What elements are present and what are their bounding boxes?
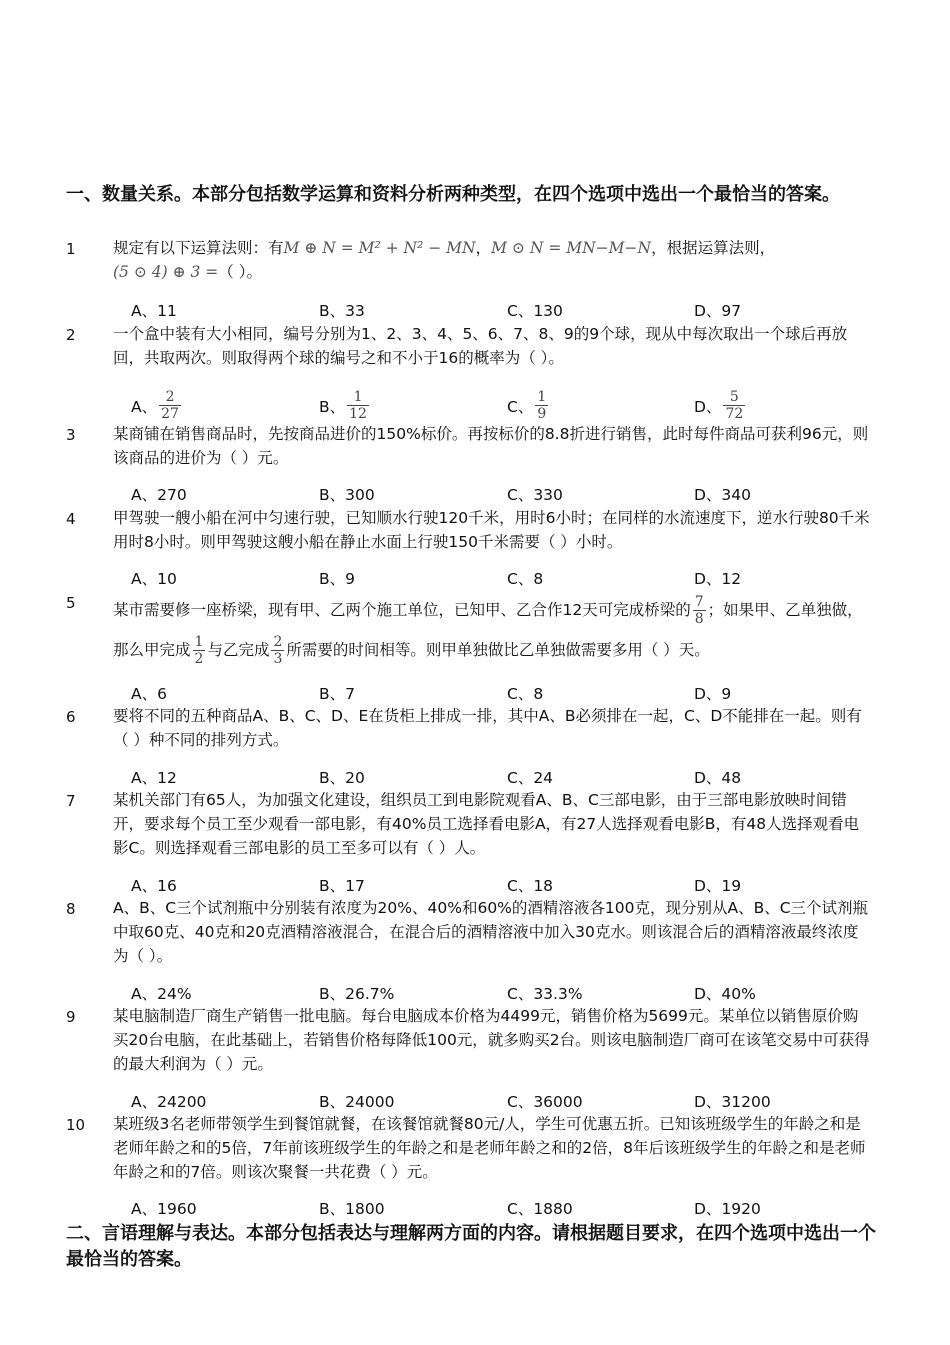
q5-text-c: 与乙完成: [207, 641, 270, 659]
q1-option-b[interactable]: B、33: [319, 302, 365, 320]
question-9-text: 某电脑制造厂商生产销售一批电脑。每台电脑成本价格为4499元，销售价格为5699元。某单位以销售原价购买20台电脑，在此基础上，若销售价格每降低100元，就多购买2台。则该电脑制造厂商可在该笔交易中可获得的最大利润为（ ）元。: [113, 1007, 870, 1073]
q5-fraction-3: [271, 634, 284, 667]
q4-option-c[interactable]: C、8: [507, 570, 544, 588]
q2-option-c-label: C、: [507, 397, 534, 416]
q2-option-c[interactable]: [507, 389, 550, 422]
question-7-options: [131, 874, 891, 898]
q1-math-2: M ⊙ N = MN−M−N: [491, 239, 652, 257]
q10-option-b[interactable]: B、1800: [319, 1200, 385, 1218]
q1-text-a: 规定有以下运算法则：有: [113, 239, 284, 257]
q8-option-a[interactable]: A、24%: [131, 985, 192, 1003]
fraction-numerator: 1: [194, 634, 204, 650]
q1-sep: ，: [475, 239, 492, 257]
q2-option-b-fraction: [347, 389, 369, 422]
q1-option-a[interactable]: A、11: [131, 302, 177, 320]
fraction-numerator: 2: [273, 634, 283, 650]
q10-option-c[interactable]: C、1880: [507, 1200, 573, 1218]
q4-option-b[interactable]: B、9: [319, 570, 355, 588]
q2-option-b-label: B、: [319, 397, 346, 416]
fraction-denominator: 9: [537, 406, 547, 422]
q9-option-d[interactable]: D、31200: [694, 1093, 771, 1111]
q3-option-a[interactable]: A、270: [131, 486, 187, 504]
q2-option-a[interactable]: [131, 389, 183, 422]
section1-title: 一、数量关系。本部分包括数学运算和资料分析两种类型，在四个选项中选出一个最恰当的答案。: [66, 184, 840, 205]
q2-option-b[interactable]: [319, 389, 371, 422]
fraction-denominator: 12: [349, 406, 367, 422]
question-6-text: 要将不同的五种商品A、B、C、D、E在货柜上排成一排，其中A、B必须排在一起，C、D不能排在一起。则有（ ）种不同的排列方式。: [113, 707, 862, 749]
question-5-options: [131, 682, 891, 706]
fraction-numerator: 7: [694, 594, 704, 610]
q5-option-a[interactable]: A、6: [131, 685, 167, 703]
q6-option-d[interactable]: D、48: [694, 769, 742, 787]
question-10-options: [131, 1197, 891, 1221]
q1-math-1: M ⊕ N = M² + N² − MN: [283, 239, 476, 257]
q2-option-d-label: D、: [694, 397, 722, 416]
q2-option-c-fraction: [535, 389, 548, 422]
fraction-denominator: 8: [694, 611, 704, 627]
q7-option-d[interactable]: D、19: [694, 877, 742, 895]
q1-text-b: ，根据运算法则，: [651, 239, 776, 257]
fraction-numerator: 1: [537, 389, 547, 405]
q2-option-d-fraction: [723, 389, 745, 422]
question-8-text: A、B、C三个试剂瓶中分别装有浓度为20%、40%和60%的酒精溶液各100克，现分别从A、B、C三个试剂瓶中取60克、40克和20克酒精溶液混合，在混合后的酒精溶液中加入30克水。则该混合后的酒精溶液最终浓度为（ ）。: [113, 899, 869, 965]
q1-math-3: (5 ⊙ 4) ⊕ 3 =: [113, 263, 219, 281]
question-6-number: 6: [66, 708, 76, 726]
q5-text-d: 所需要的时间相等。则甲单独做比乙单独做需要多用（ ）天。: [286, 641, 710, 659]
q5-option-b[interactable]: B、7: [319, 685, 355, 703]
question-7-number: 7: [66, 792, 76, 810]
question-1-text: [113, 236, 873, 284]
question-8-options: [131, 982, 891, 1006]
fraction-numerator: 1: [353, 389, 363, 405]
q2-option-d[interactable]: [694, 389, 747, 422]
fraction-denominator: 27: [161, 406, 179, 422]
q6-option-c[interactable]: C、24: [507, 769, 554, 787]
question-10-text: 某班级3名老师带领学生到餐馆就餐，在该餐馆就餐80元/人，学生可优惠五折。已知该班级学生的年龄之和是老师年龄之和的5倍，7年前该班级学生的年龄之和是老师年龄之和的2倍，8年后该班级学生的年龄之和是老师年龄之和的7倍。则该次聚餐一共花费（ ）元。: [113, 1115, 866, 1181]
question-3-options: [131, 483, 891, 507]
q10-option-d[interactable]: D、1920: [694, 1200, 761, 1218]
question-2-options: [131, 389, 891, 422]
q8-option-d[interactable]: D、40%: [694, 985, 756, 1003]
question-2-text: 一个盒中装有大小相同，编号分别为1、2、3、4、5、6、7、8、9的9个球，现从中每次取出一个球后再放回，共取两次。则取得两个球的编号之和不小于16的概率为（ ）。: [113, 325, 848, 367]
q7-option-b[interactable]: B、17: [319, 877, 365, 895]
q6-option-b[interactable]: B、20: [319, 769, 365, 787]
question-5-number: 5: [66, 594, 76, 612]
q8-option-c[interactable]: C、33.3%: [507, 985, 583, 1003]
question-3-number: 3: [66, 426, 76, 444]
q1-option-c[interactable]: C、130: [507, 302, 563, 320]
question-7-text: 某机关部门有65人，为加强文化建设，组织员工到电影院观看A、B、C三部电影，由于三部电影放映时间错开，要求每个员工至少观看一部电影，有40%员工选择看电影A，有27人选择观看电影B，有48人选择观看电影C。则选择观看三部电影的员工至多可以有（ ）人。: [113, 791, 860, 857]
fraction-numerator: 5: [729, 389, 739, 405]
question-2-number: 2: [66, 326, 76, 344]
q5-option-d[interactable]: D、9: [694, 685, 732, 703]
question-4-options: [131, 567, 891, 591]
question-3-text: 某商铺在销售商品时，先按商品进价的150%标价。再按标价的8.8折进行销售，此时每件商品可获利96元，则该商品的进价为（ ）元。: [113, 425, 869, 467]
question-9-options: [131, 1090, 891, 1114]
fraction-denominator: 72: [725, 406, 744, 422]
question-1-options: [131, 299, 891, 323]
fraction-numerator: 2: [165, 389, 175, 405]
q9-option-a[interactable]: A、24200: [131, 1093, 207, 1111]
q7-option-c[interactable]: C、18: [507, 877, 554, 895]
question-4-text: 甲驾驶一艘小船在河中匀速行驶，已知顺水行驶120千米，用时6小时；在同样的水流速度下，逆水行驶80千米用时8小时。则甲驾驶这艘小船在静止水面上行驶150千米需要（ ）小时。: [113, 509, 870, 551]
q1-option-d[interactable]: D、97: [694, 302, 742, 320]
section2-title: 二、言语理解与表达。本部分包括表达与理解两方面的内容。请根据题目要求，在四个选项中选出一个最恰当的答案。: [66, 1223, 876, 1270]
question-4-number: 4: [66, 510, 76, 528]
q7-option-a[interactable]: A、16: [131, 877, 177, 895]
q3-option-b[interactable]: B、300: [319, 486, 375, 504]
fraction-denominator: 3: [273, 651, 283, 667]
question-1-number: 1: [66, 240, 76, 258]
q5-fraction-1: [693, 594, 706, 627]
q4-option-d[interactable]: D、12: [694, 570, 742, 588]
q9-option-b[interactable]: B、24000: [319, 1093, 395, 1111]
q3-option-c[interactable]: C、330: [507, 486, 563, 504]
question-5-text: [113, 590, 873, 670]
fraction-denominator: 2: [194, 651, 204, 667]
q2-option-a-label: A、: [131, 397, 158, 416]
q3-option-d[interactable]: D、340: [694, 486, 752, 504]
q9-option-c[interactable]: C、36000: [507, 1093, 583, 1111]
question-9-number: 9: [66, 1008, 76, 1026]
question-10-number: 10: [66, 1116, 86, 1134]
q5-text-a: 某市需要修一座桥梁，现有甲、乙两个施工单位，已知甲、乙合作12天可完成桥梁的: [113, 601, 691, 619]
q5-text-b: ；如果甲、乙单独做，那么甲完成: [113, 601, 863, 659]
q8-option-b[interactable]: B、26.7%: [319, 985, 395, 1003]
q5-fraction-2: [193, 634, 206, 667]
q10-option-a[interactable]: A、1960: [131, 1200, 197, 1218]
q6-option-a[interactable]: A、12: [131, 769, 177, 787]
q4-option-a[interactable]: A、10: [131, 570, 177, 588]
question-6-options: [131, 766, 891, 790]
q2-option-a-fraction: [159, 389, 181, 422]
question-8-number: 8: [66, 900, 76, 918]
q1-text-c: （ ）。: [218, 263, 262, 281]
q5-option-c[interactable]: C、8: [507, 685, 544, 703]
